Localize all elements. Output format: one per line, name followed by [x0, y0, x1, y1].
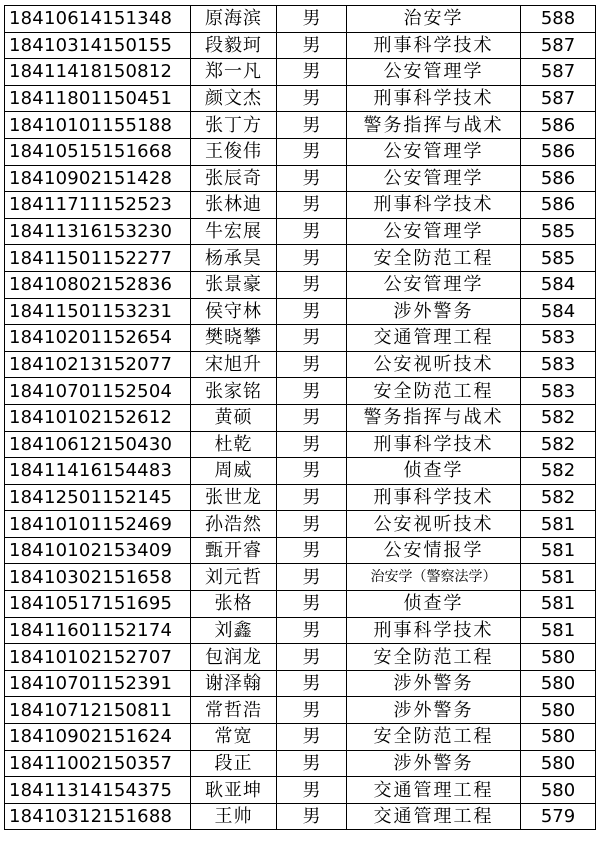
major-cell: 安全防范工程 [347, 644, 521, 671]
table-row [5, 245, 596, 272]
student-name-cell: 段正 [191, 750, 277, 777]
major-cell: 公安管理学 [347, 59, 521, 86]
gender-cell: 男 [277, 697, 347, 724]
score-cell: 587 [521, 32, 596, 59]
candidate-id-cell: 18410314150155 [5, 32, 191, 59]
student-name-cell: 颜文杰 [191, 85, 277, 112]
candidate-id-cell: 18410101155188 [5, 112, 191, 139]
student-name-cell: 杨承昊 [191, 245, 277, 272]
major-cell: 刑事科学技术 [347, 32, 521, 59]
student-name-cell: 宋旭升 [191, 351, 277, 378]
candidate-id-cell: 18410612150430 [5, 431, 191, 458]
major-cell: 刑事科学技术 [347, 431, 521, 458]
gender-cell: 男 [277, 458, 347, 485]
score-cell: 588 [521, 6, 596, 33]
major-cell: 公安管理学 [347, 218, 521, 245]
student-name-cell: 周威 [191, 458, 277, 485]
table-row [5, 6, 596, 33]
candidate-id-cell: 18411002150357 [5, 750, 191, 777]
gender-cell: 男 [277, 138, 347, 165]
candidate-id-cell: 18411316153230 [5, 218, 191, 245]
score-cell: 582 [521, 458, 596, 485]
gender-cell: 男 [277, 245, 347, 272]
student-name-cell: 郑一凡 [191, 59, 277, 86]
major-cell: 公安视听技术 [347, 351, 521, 378]
candidate-id-cell: 18410517151695 [5, 591, 191, 618]
major-cell: 警务指挥与战术 [347, 112, 521, 139]
score-cell: 586 [521, 192, 596, 219]
candidate-id-cell: 18410102152612 [5, 404, 191, 431]
student-name-cell: 谢泽翰 [191, 670, 277, 697]
table-row [5, 564, 596, 591]
table-row [5, 271, 596, 298]
student-name-cell: 包润龙 [191, 644, 277, 671]
major-cell: 安全防范工程 [347, 724, 521, 751]
table-row [5, 458, 596, 485]
major-cell: 警务指挥与战术 [347, 404, 521, 431]
major-cell: 刑事科学技术 [347, 617, 521, 644]
table-row [5, 138, 596, 165]
student-name-cell: 常宽 [191, 724, 277, 751]
score-cell: 587 [521, 59, 596, 86]
score-cell: 583 [521, 325, 596, 352]
gender-cell: 男 [277, 112, 347, 139]
major-cell: 治安学 [347, 6, 521, 33]
score-cell: 580 [521, 724, 596, 751]
major-cell: 涉外警务 [347, 298, 521, 325]
gender-cell: 男 [277, 431, 347, 458]
major-cell: 交通管理工程 [347, 325, 521, 352]
score-cell: 580 [521, 777, 596, 804]
table-row [5, 325, 596, 352]
gender-cell: 男 [277, 218, 347, 245]
student-name-cell: 原海滨 [191, 6, 277, 33]
score-cell: 581 [521, 617, 596, 644]
student-name-cell: 张丁方 [191, 112, 277, 139]
candidate-id-cell: 18411418150812 [5, 59, 191, 86]
table-row [5, 670, 596, 697]
student-name-cell: 甄开睿 [191, 537, 277, 564]
candidate-id-cell: 18411601152174 [5, 617, 191, 644]
student-name-cell: 常哲浩 [191, 697, 277, 724]
student-name-cell: 王帅 [191, 803, 277, 830]
student-name-cell: 张景豪 [191, 271, 277, 298]
gender-cell: 男 [277, 564, 347, 591]
score-cell: 579 [521, 803, 596, 830]
table-row [5, 484, 596, 511]
table-row [5, 431, 596, 458]
gender-cell: 男 [277, 803, 347, 830]
score-cell: 586 [521, 138, 596, 165]
student-name-cell: 张世龙 [191, 484, 277, 511]
gender-cell: 男 [277, 591, 347, 618]
table-row [5, 803, 596, 830]
score-cell: 584 [521, 298, 596, 325]
gender-cell: 男 [277, 59, 347, 86]
table-row [5, 511, 596, 538]
table-body [5, 6, 596, 830]
major-cell: 交通管理工程 [347, 777, 521, 804]
admission-score-table [4, 5, 596, 830]
student-name-cell: 刘元哲 [191, 564, 277, 591]
major-cell: 交通管理工程 [347, 803, 521, 830]
table-row [5, 697, 596, 724]
table-row [5, 537, 596, 564]
table-row [5, 591, 596, 618]
candidate-id-cell: 18411501153231 [5, 298, 191, 325]
score-cell: 581 [521, 564, 596, 591]
major-cell: 涉外警务 [347, 750, 521, 777]
table-row [5, 378, 596, 405]
table-row [5, 644, 596, 671]
score-cell: 581 [521, 511, 596, 538]
major-cell: 公安管理学 [347, 165, 521, 192]
candidate-id-cell: 18410101152469 [5, 511, 191, 538]
candidate-id-cell: 18411501152277 [5, 245, 191, 272]
candidate-id-cell: 18411416154483 [5, 458, 191, 485]
table-row [5, 298, 596, 325]
gender-cell: 男 [277, 644, 347, 671]
candidate-id-cell: 18411801150451 [5, 85, 191, 112]
major-cell: 侦查学 [347, 458, 521, 485]
major-cell: 治安学（警察法学） [347, 564, 521, 591]
student-name-cell: 张林迪 [191, 192, 277, 219]
score-cell: 586 [521, 165, 596, 192]
table-row [5, 777, 596, 804]
candidate-id-cell: 18410102152707 [5, 644, 191, 671]
student-name-cell: 王俊伟 [191, 138, 277, 165]
score-cell: 587 [521, 85, 596, 112]
student-name-cell: 牛宏展 [191, 218, 277, 245]
candidate-id-cell: 18410102153409 [5, 537, 191, 564]
table-row [5, 218, 596, 245]
gender-cell: 男 [277, 404, 347, 431]
table-row [5, 750, 596, 777]
student-name-cell: 段毅珂 [191, 32, 277, 59]
major-cell: 涉外警务 [347, 670, 521, 697]
table-row [5, 165, 596, 192]
student-name-cell: 张家铭 [191, 378, 277, 405]
gender-cell: 男 [277, 617, 347, 644]
table-row [5, 112, 596, 139]
candidate-id-cell: 18410312151688 [5, 803, 191, 830]
score-cell: 581 [521, 537, 596, 564]
student-name-cell: 张格 [191, 591, 277, 618]
major-cell: 公安管理学 [347, 138, 521, 165]
table-row [5, 404, 596, 431]
gender-cell: 男 [277, 537, 347, 564]
score-cell: 582 [521, 431, 596, 458]
major-cell: 涉外警务 [347, 697, 521, 724]
student-name-cell: 孙浩然 [191, 511, 277, 538]
gender-cell: 男 [277, 298, 347, 325]
gender-cell: 男 [277, 724, 347, 751]
score-cell: 585 [521, 218, 596, 245]
table-row [5, 59, 596, 86]
score-cell: 581 [521, 591, 596, 618]
score-cell: 584 [521, 271, 596, 298]
gender-cell: 男 [277, 32, 347, 59]
major-cell: 公安管理学 [347, 271, 521, 298]
gender-cell: 男 [277, 670, 347, 697]
gender-cell: 男 [277, 85, 347, 112]
major-cell: 刑事科学技术 [347, 192, 521, 219]
score-cell: 583 [521, 351, 596, 378]
gender-cell: 男 [277, 484, 347, 511]
gender-cell: 男 [277, 325, 347, 352]
gender-cell: 男 [277, 777, 347, 804]
table-row [5, 351, 596, 378]
candidate-id-cell: 18410614151348 [5, 6, 191, 33]
candidate-id-cell: 18410201152654 [5, 325, 191, 352]
major-cell: 刑事科学技术 [347, 484, 521, 511]
candidate-id-cell: 18410802152836 [5, 271, 191, 298]
candidate-id-cell: 18410302151658 [5, 564, 191, 591]
major-cell: 安全防范工程 [347, 245, 521, 272]
score-cell: 583 [521, 378, 596, 405]
candidate-id-cell: 18410701152504 [5, 378, 191, 405]
score-cell: 582 [521, 484, 596, 511]
score-cell: 586 [521, 112, 596, 139]
student-name-cell: 侯守林 [191, 298, 277, 325]
student-name-cell: 耿亚坤 [191, 777, 277, 804]
gender-cell: 男 [277, 511, 347, 538]
table-row [5, 192, 596, 219]
candidate-id-cell: 18410712150811 [5, 697, 191, 724]
candidate-id-cell: 18412501152145 [5, 484, 191, 511]
student-name-cell: 樊晓攀 [191, 325, 277, 352]
gender-cell: 男 [277, 192, 347, 219]
major-cell: 公安情报学 [347, 537, 521, 564]
student-name-cell: 刘鑫 [191, 617, 277, 644]
score-cell: 580 [521, 670, 596, 697]
table-row [5, 724, 596, 751]
score-cell: 580 [521, 750, 596, 777]
gender-cell: 男 [277, 165, 347, 192]
candidate-id-cell: 18410902151624 [5, 724, 191, 751]
candidate-id-cell: 18410701152391 [5, 670, 191, 697]
major-cell: 安全防范工程 [347, 378, 521, 405]
candidate-id-cell: 18410902151428 [5, 165, 191, 192]
major-cell: 刑事科学技术 [347, 85, 521, 112]
table-row [5, 617, 596, 644]
candidate-id-cell: 18411711152523 [5, 192, 191, 219]
student-name-cell: 张辰奇 [191, 165, 277, 192]
score-cell: 580 [521, 697, 596, 724]
table-row [5, 32, 596, 59]
major-cell: 侦查学 [347, 591, 521, 618]
major-cell: 公安视听技术 [347, 511, 521, 538]
score-cell: 582 [521, 404, 596, 431]
score-cell: 585 [521, 245, 596, 272]
student-name-cell: 黄硕 [191, 404, 277, 431]
candidate-id-cell: 18410213152077 [5, 351, 191, 378]
student-name-cell: 杜乾 [191, 431, 277, 458]
gender-cell: 男 [277, 271, 347, 298]
gender-cell: 男 [277, 6, 347, 33]
gender-cell: 男 [277, 750, 347, 777]
candidate-id-cell: 18410515151668 [5, 138, 191, 165]
gender-cell: 男 [277, 351, 347, 378]
score-cell: 580 [521, 644, 596, 671]
table-row [5, 85, 596, 112]
gender-cell: 男 [277, 378, 347, 405]
candidate-id-cell: 18411314154375 [5, 777, 191, 804]
